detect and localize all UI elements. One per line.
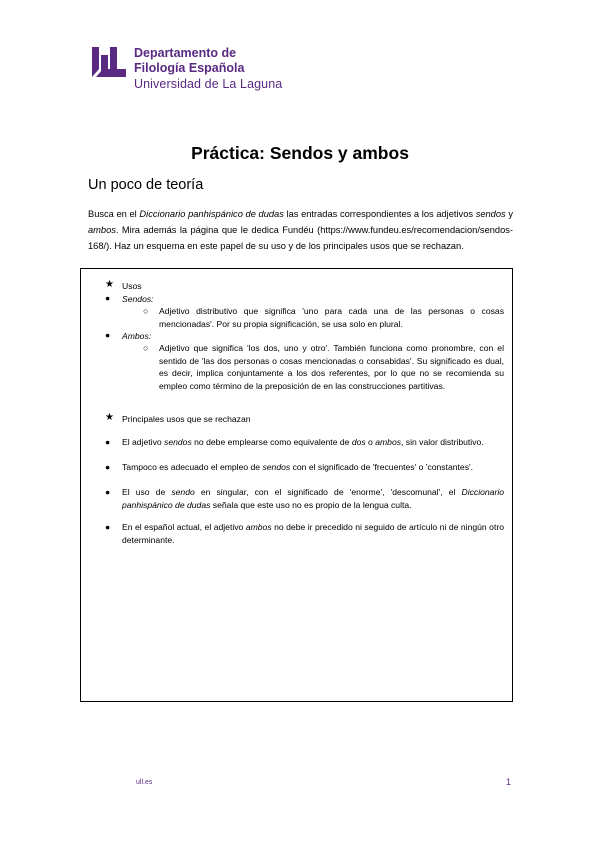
sendos-label: Sendos: [122, 294, 154, 304]
logo-department-name: Departamento de Filología Española [134, 46, 245, 75]
rejected-use-1: El adjetivo sendos no debe emplearse como equivalente de dos o ambos, sin valor distributivo. [122, 437, 484, 447]
dot-bullet-icon: ● [105, 437, 111, 447]
intro-paragraph: Busca en el Diccionario panhispánico de dudas las entradas correspondientes a los adjetivos sendos y ambos. Mira además la página que le dedica Fundéu (https://www.fundeu.es/recomendacion/sendos-168/). Haz un esquema en este papel de su uso y de los principales usos que se rechazan. [88, 209, 513, 251]
ambos-definition: Adjetivo que significa 'los dos, uno y otro'. También funciona como pronombre, con el sentido de 'las dos personas o cosas mencionadas o consabidas'. Su significado es dual, es decir, implica conjuntamente a los dos referentes, por lo que no se recomienda su empleo como término de la preposición de en las construcciones partitivas. [159, 343, 504, 391]
logo-university-name: Universidad de La Laguna [134, 77, 283, 91]
rechazan-heading: Principales usos que se rechazan [122, 414, 251, 424]
footer-website: ull.es [136, 779, 153, 786]
rejected-use-3: El uso de sendo en singular, con el significado de 'enorme', 'descomunal', el Diccionario panhispánico de dudas señala que este uso no es propio de la lengua culta. [122, 487, 505, 510]
answer-box [80, 268, 513, 702]
sendos-definition: Adjetivo distributivo que significa 'uno para cada una de las personas o cosas mencionadas'. Por su propia significación, se usa solo en plural. [159, 306, 504, 329]
section-subtitle: Un poco de teoría [88, 177, 204, 193]
usos-heading: Usos [122, 281, 142, 291]
ambos-label: Ambos: [122, 331, 152, 341]
star-bullet-icon: ★ [105, 412, 114, 423]
ull-logo [92, 46, 302, 98]
rejected-use-4: En el español actual, el adjetivo ambos no debe ir precedido ni seguido de artículo ni de ningún otro determinante. [122, 522, 504, 545]
dot-bullet-icon: ● [105, 330, 111, 340]
dot-bullet-icon: ● [105, 487, 111, 497]
dot-bullet-icon: ● [105, 462, 111, 472]
star-bullet-icon: ★ [105, 279, 114, 290]
ull-logo-icon [92, 47, 126, 77]
circle-bullet-icon: ○ [143, 343, 149, 353]
circle-bullet-icon: ○ [143, 306, 149, 316]
dot-bullet-icon: ● [105, 293, 111, 303]
dot-bullet-icon: ● [105, 522, 111, 532]
page-title: Práctica: Sendos y ambos [191, 143, 409, 163]
page-number: 1 [506, 777, 512, 787]
rejected-use-2: Tampoco es adecuado el empleo de sendos con el significado de 'frecuentes' o 'constantes'. [122, 462, 474, 472]
